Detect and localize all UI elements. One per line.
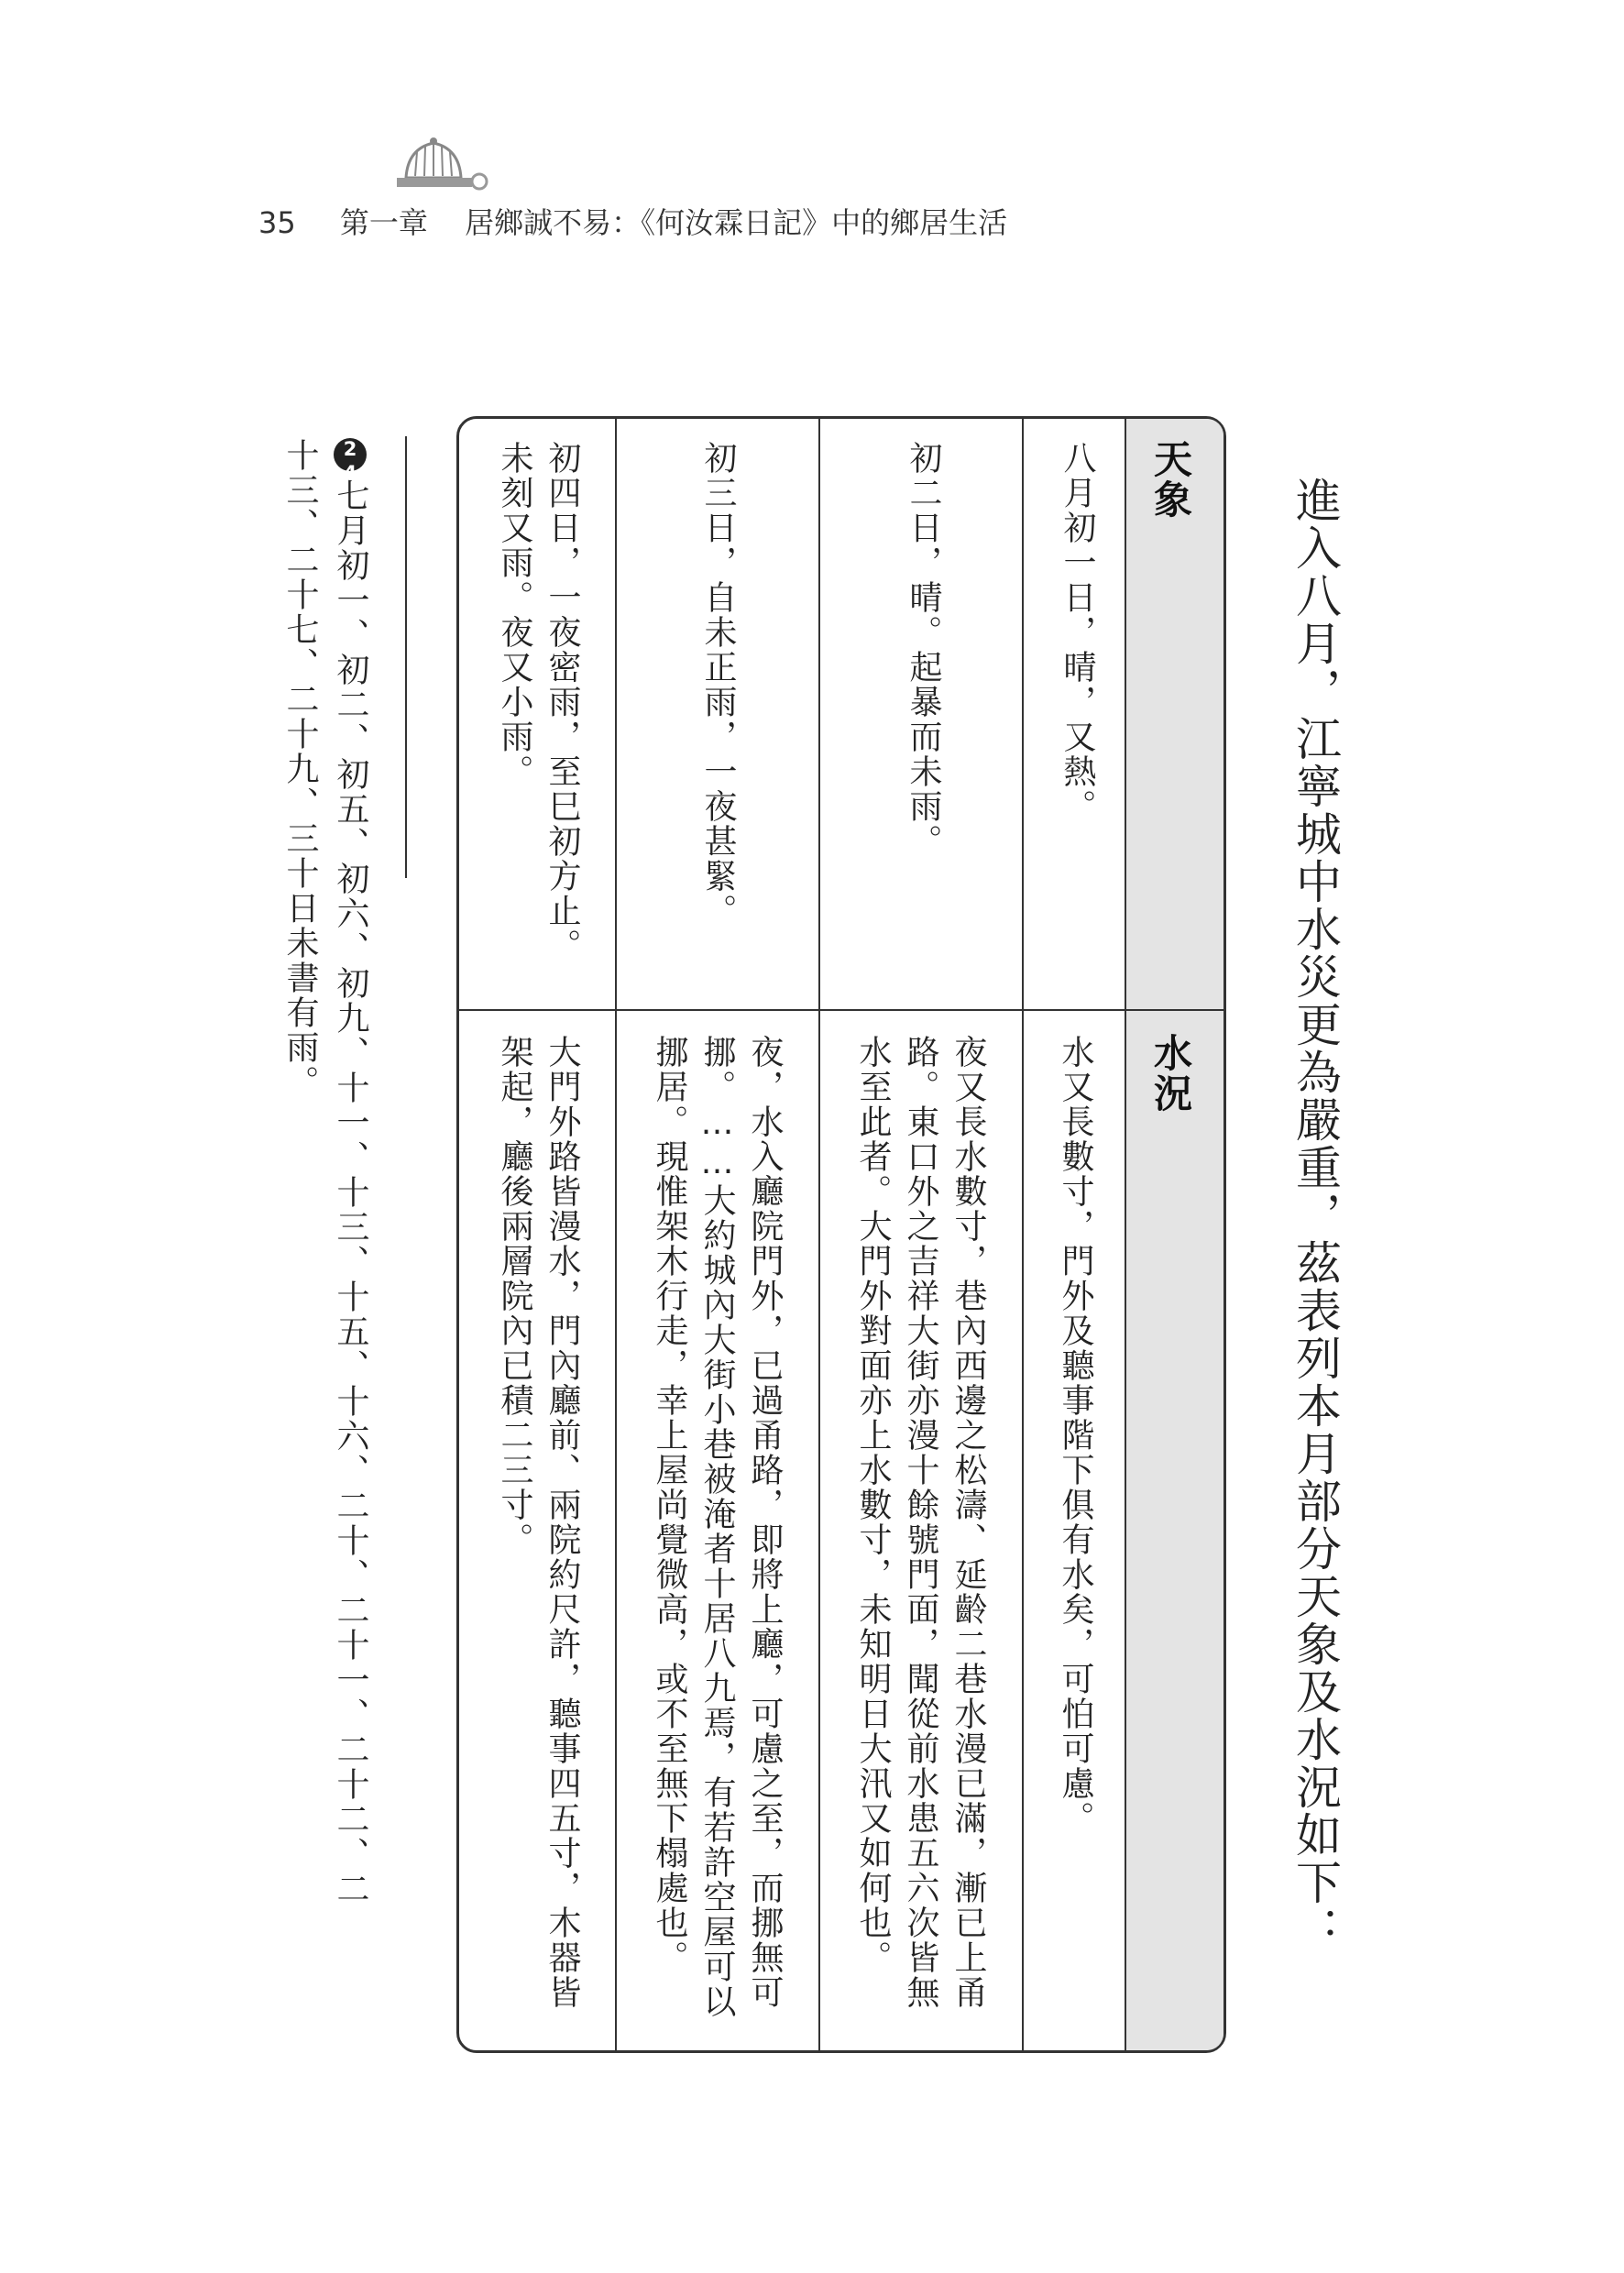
page-number: 35 [258, 205, 296, 240]
header-weather: 天象 [1148, 439, 1193, 520]
footnote-rule [405, 436, 407, 878]
header-water: 水況 [1148, 1033, 1193, 1114]
footnote-number-badge: 24 [334, 438, 367, 471]
row-divider [818, 419, 820, 2050]
footnote [275, 438, 376, 2088]
row-divider [615, 419, 617, 2050]
chapter-title: 居鄉誠不易：《何汝霖日記》中的鄉居生活 [465, 205, 1008, 240]
weather-cell-2: 初二日，晴。起暴而未雨。 [905, 441, 942, 859]
running-head [258, 200, 1007, 246]
intro-text: 進入八月，江寧城中水災更為嚴重，茲表列本月部分天象及水況如下： [1289, 477, 1342, 1954]
weather-cell-4: 初四日，一夜密雨，至巳初方止。 未刻又雨。夜又小雨。 [496, 441, 581, 963]
row-divider [1022, 419, 1024, 2050]
water-cell-1: 水又長數寸，門外及聽事階下俱有水矣，可怕可慮。 [1057, 1035, 1094, 1836]
weather-cell-1: 八月初一日，晴，又熱。 [1059, 441, 1096, 824]
water-cell-3: 夜，水入廳院門外，已過甬路，即將上廳，可慮之至，而挪無可 挪。……大約城內大街小巷被淹者十居八九焉，有若許空屋可以 挪居。現惟架木行走，幸上屋尚覺微高，或不至無下榻處也。 [651, 1035, 784, 2019]
header-column [1126, 419, 1223, 2050]
pavilion-icon [390, 136, 490, 192]
header-divider [1125, 419, 1126, 2050]
water-cell-4: 大門外路皆漫水，門內廳前、兩院約尺許，聽事四五寸，木器皆 架起，廳後兩層院內已積二三寸。 [496, 1035, 581, 2010]
weather-cell-3: 初三日，自未正雨，一夜甚緊。 [699, 441, 737, 928]
section-divider [459, 1009, 1223, 1011]
chapter-label: 第一章 [339, 205, 428, 240]
footnote-text: 七月初一、初二、初五、初六、初九、十一、十三、十五、十六、二十、二十一、二十二、二 十三、二十七、二十九、三十日未書有雨。 [281, 438, 369, 1906]
water-cell-2: 夜又長水數寸，巷內西邊之松濤、延齡二巷水漫已滿，漸已上甬 路。東口外之吉祥大街亦漫十餘號門面，聞從前水患五六次皆無 水至此者。大門外對面亦上水數寸，未知明日大汛又如何也。 [854, 1035, 987, 2010]
weather-water-table [456, 416, 1226, 2053]
